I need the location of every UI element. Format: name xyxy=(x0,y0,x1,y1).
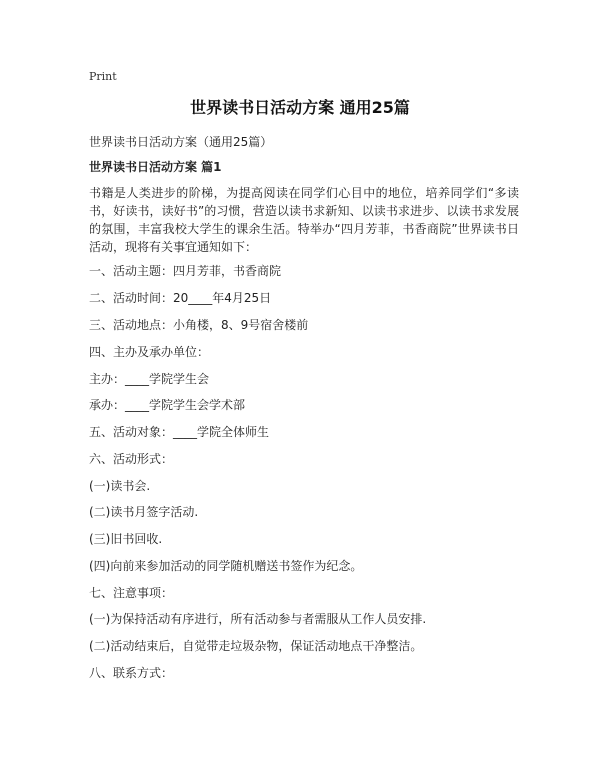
list-item: 承办：____学院学生会学术部 xyxy=(89,398,246,412)
list-item: 二、活动时间：20____年4月25日 xyxy=(89,291,272,305)
list-item: 主办：____学院学生会 xyxy=(89,372,210,386)
list-item: (二)读书月签字活动. xyxy=(89,505,199,519)
section-heading: 世界读书日活动方案 篇1 xyxy=(89,160,222,174)
list-item: 一、活动主题：四月芳菲，书香商院 xyxy=(89,264,282,278)
list-item: 三、活动地点：小角楼，8、9号宿舍楼前 xyxy=(89,318,309,332)
list-item: 八、联系方式： xyxy=(89,666,174,680)
list-item: (一)读书会. xyxy=(89,479,151,493)
list-item: (四)向前来参加活动的同学随机赠送书签作为纪念。 xyxy=(89,559,363,573)
document-title: 世界读书日活动方案 通用25篇 xyxy=(190,98,410,117)
list-item: (三)旧书回收. xyxy=(89,532,163,546)
list-item: 四、主办及承办单位： xyxy=(89,345,210,359)
document-subtitle: 世界读书日活动方案（通用25篇） xyxy=(89,135,273,149)
list-item: (一)为保持活动有序进行，所有活动参与者需服从工作人员安排. xyxy=(89,612,427,626)
list-item: 七、注意事项： xyxy=(89,586,174,600)
list-item: (二)活动结束后，自觉带走垃圾杂物，保证活动地点干净整洁。 xyxy=(89,639,423,653)
print-label: Print xyxy=(89,70,117,83)
list-item: 五、活动对象：____学院全体师生 xyxy=(89,425,270,439)
list-item: 六、活动形式： xyxy=(89,452,174,466)
intro-paragraph: 书籍是人类进步的阶梯，为提高阅读在同学们心目中的地位，培养同学们“多读书，好读书，读好书”的习惯，营造以读书求新知、以读书求进步、以读书求发展的氛围，丰富我校大学生的课余生活。特举办“四月芳菲，书香商院”世界读书日活动，现将有关事宜通知如下： xyxy=(89,186,519,254)
